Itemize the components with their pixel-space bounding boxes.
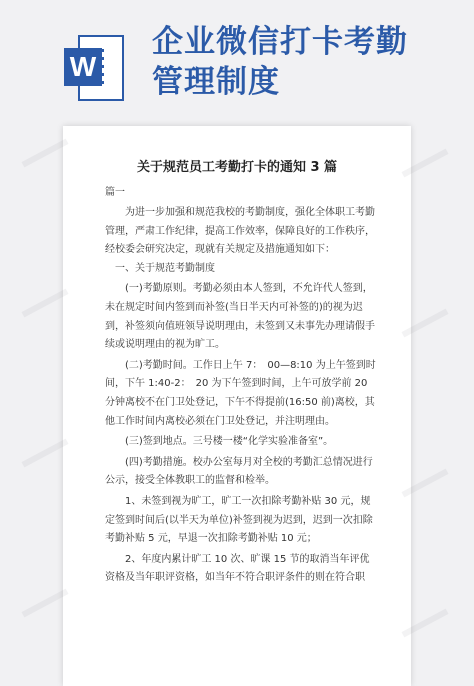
paragraph: (三)签到地点。三号楼一楼“化学实验准备室”。 [125, 436, 334, 448]
paragraph: (二)考勤时间。工作日上午 7： 00—8:10 为上午签到时间，下午 1:40-2： 20 为下午签到时间，上午可放学前 20 分钟离校不在门卫处登记，下午不得提前(16:50 前)离校，其他工作时间内离校必须在门卫处登记，并注明理由。 [105, 359, 376, 427]
banner-title [152, 22, 462, 102]
paragraph: 为进一步加强和规范我校的考勤制度，强化全体职工考勤管理，严肃工作纪律，提高工作效率，保障良好的工作秩序，经校委会研究决定，现就有关规定及措施通知如下： [105, 207, 375, 256]
document-title: 关于规范员工考勤打卡的通知 3 篇 [136, 160, 338, 175]
watermark-mark [22, 289, 69, 318]
word-icon [64, 35, 124, 101]
watermark-mark [22, 139, 69, 168]
banner-header [0, 0, 474, 120]
paragraph: (四)考勤措施。校办公室每月对全校的考勤汇总情况进行公示，接受全体教职工的监督和检举。 [105, 456, 373, 487]
paragraph: (一)考勤原则。考勤必须由本人签到，不允许代人签到，未在规定时间内签到而补签(当日半天内可补签的)的视为迟到，补签须向值班领导说明理由，未签到又未事先办理请假手续或说明理由的视为旷工。 [105, 283, 375, 351]
document-page [63, 126, 411, 686]
banner-title-line1: 企业微信打卡考勤 [152, 24, 408, 60]
paragraph: 一、关于规范考勤制度 [115, 262, 215, 274]
word-logo-letter: W [64, 48, 102, 86]
watermark-mark [22, 439, 69, 468]
paragraph: 2、年度内累计旷工 10 次、旷课 15 节的取消当年评优资格及当年职评资格，如当年不符合职评条件的则在符合职 [105, 553, 370, 584]
paragraph: 1、未签到视为旷工，旷工一次扣除考勤补贴 30 元，规定签到时间后(以半天为单位)补签到视为迟到，迟到一次扣除考勤补贴 5 元，早退一次扣除考勤补贴 10 元； [105, 495, 373, 545]
section-label: 篇一 [105, 187, 125, 198]
banner-title-line2: 管理制度 [152, 64, 280, 100]
watermark-mark [22, 589, 69, 618]
document-body [105, 204, 379, 588]
